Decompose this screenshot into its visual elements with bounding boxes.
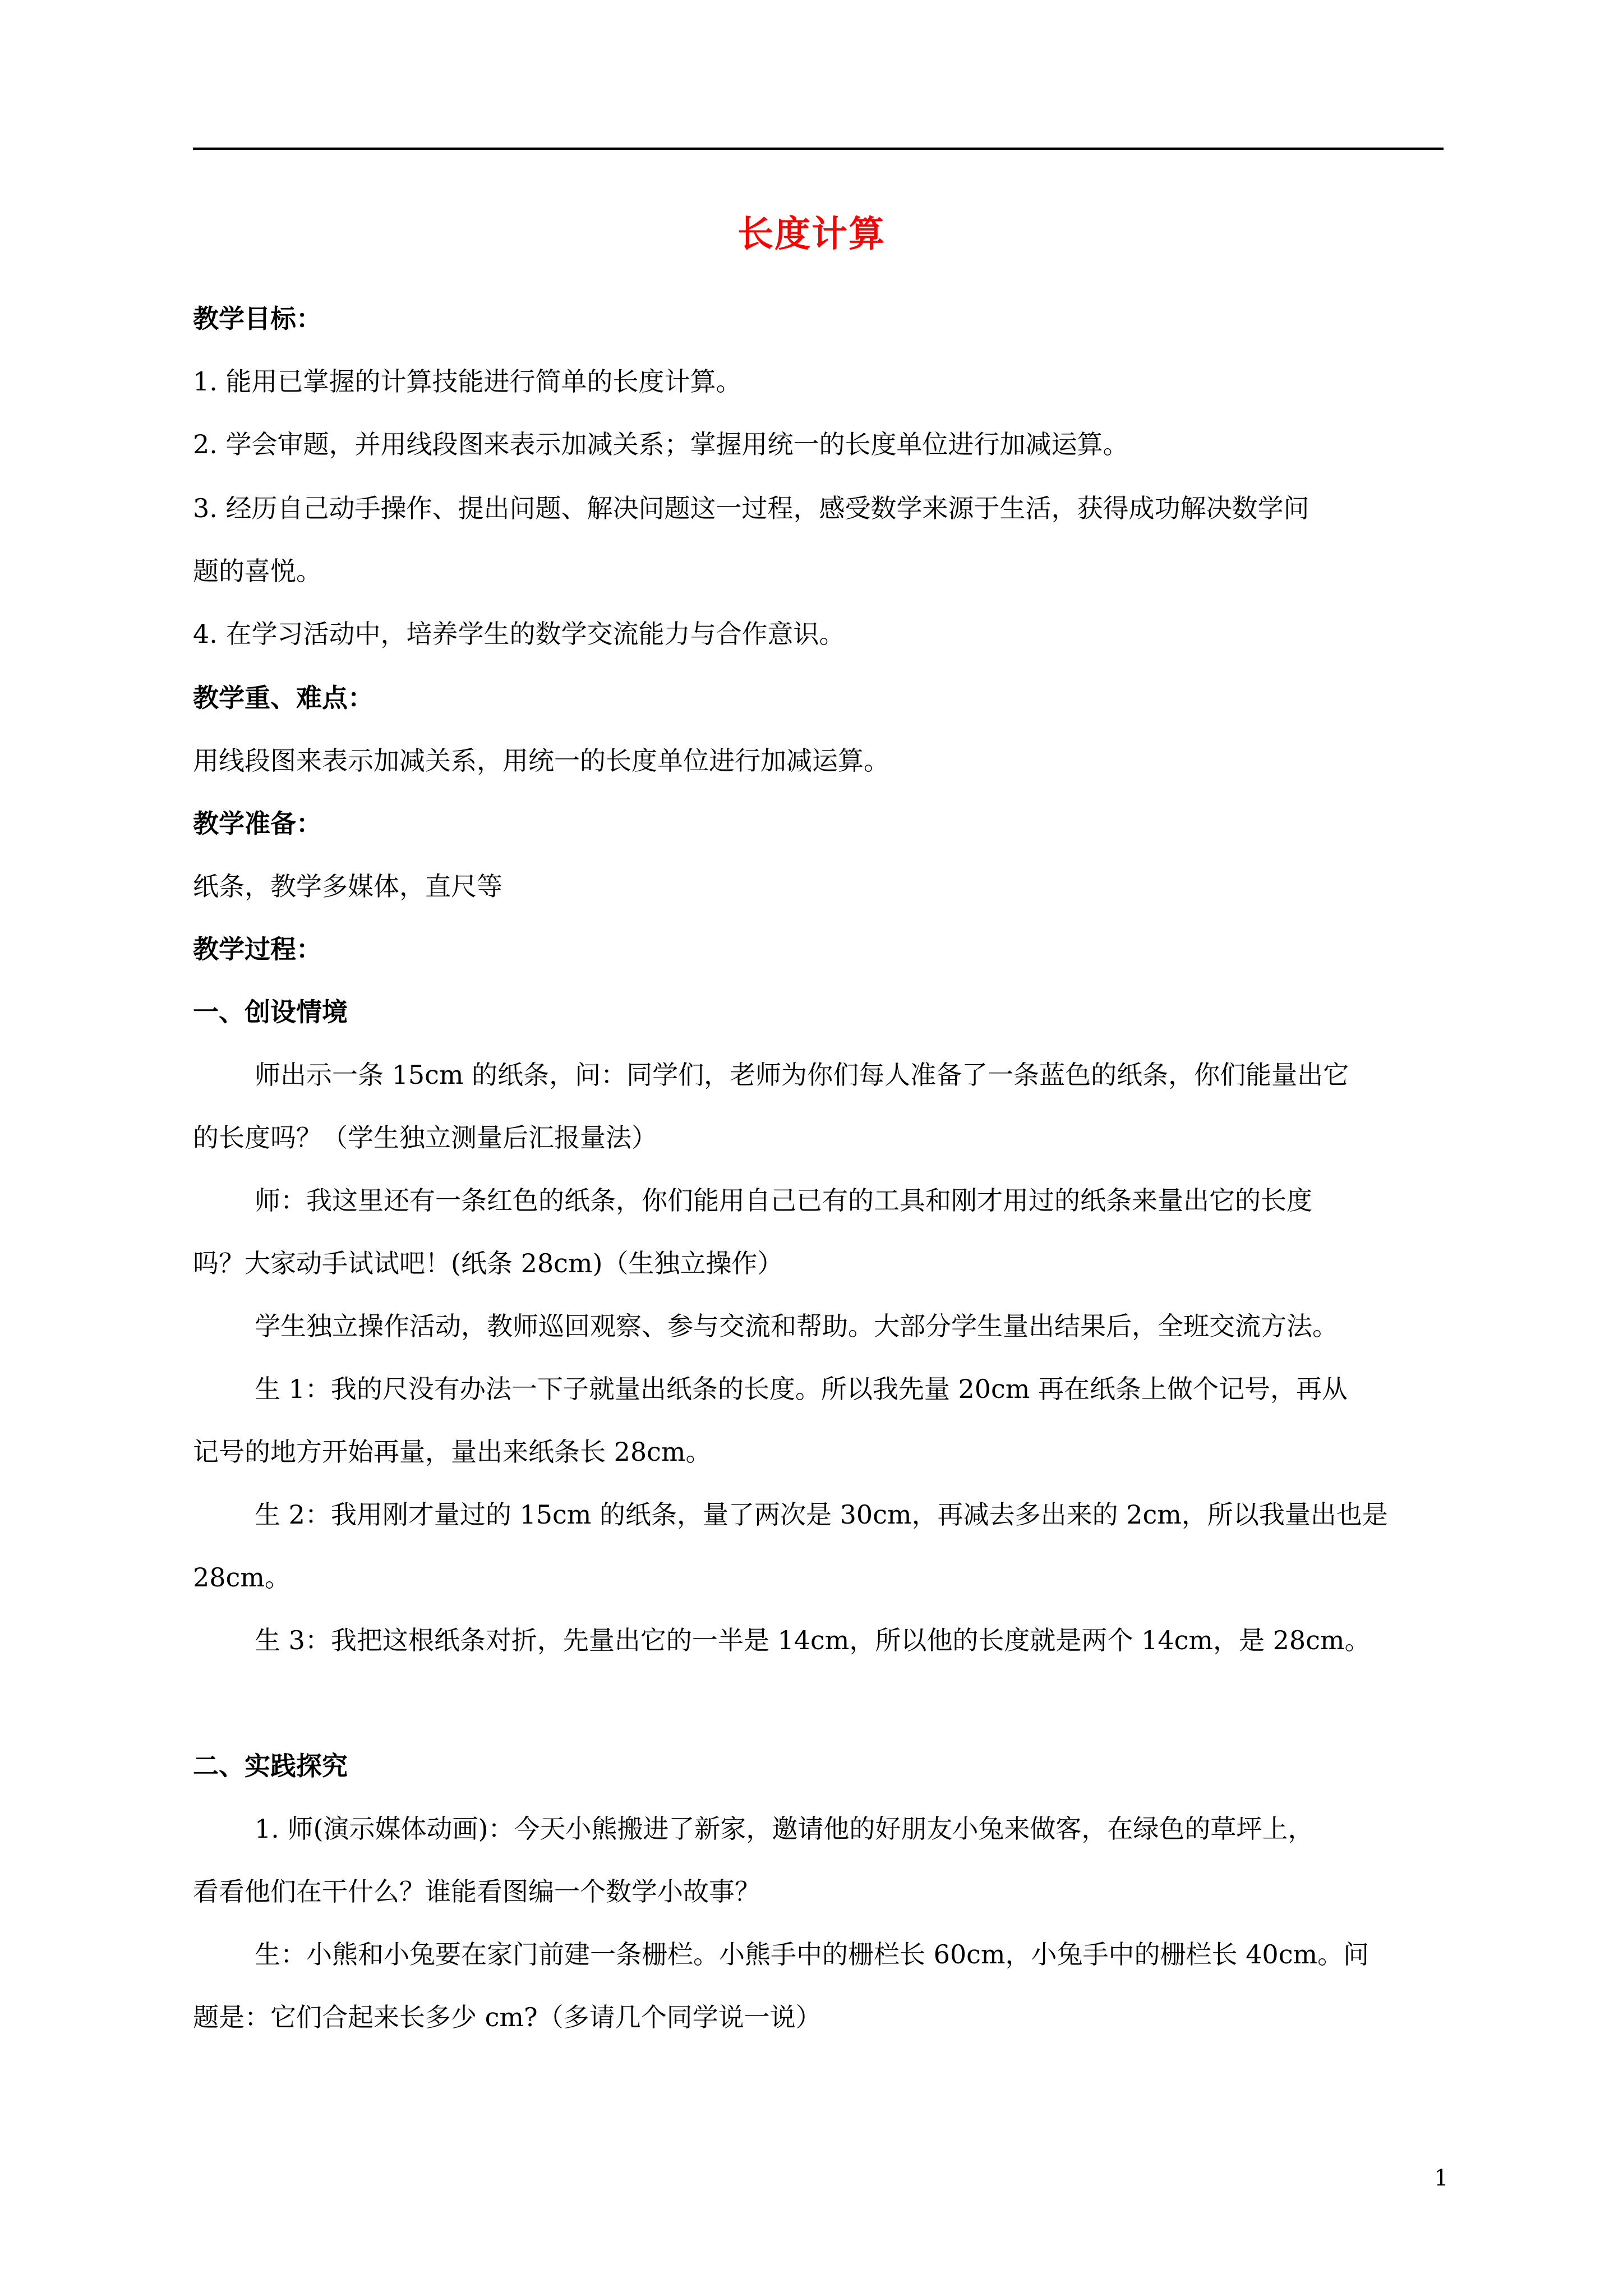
objective-item: 4. 在学习活动中，培养学生的数学交流能力与合作意识。 (193, 619, 845, 649)
paragraph-line: 的长度吗？（学生独立测量后汇报量法） (193, 1122, 657, 1153)
paragraph-line: 生 3：我把这根纸条对折，先量出它的一半是 14cm，所以他的长度就是两个 14cm，是 28cm。 (255, 1625, 1371, 1655)
paragraph-line: 师：我这里还有一条红色的纸条，你们能用自己已有的工具和刚才用过的纸条来量出它的长度 (255, 1185, 1312, 1216)
objective-item: 1. 能用已掌握的计算技能进行简单的长度计算。 (193, 366, 742, 397)
paragraph-line: 题是：它们合起来长多少 cm?（多请几个同学说一说） (193, 2002, 822, 2032)
process-heading: 教学过程： (193, 934, 322, 964)
preparation-text: 纸条，教学多媒体，直尺等 (193, 871, 502, 901)
paragraph-line: 生 2：我用刚才量过的 15cm 的纸条，量了两次是 30cm，再减去多出来的 2cm，所以我量出也是 (255, 1499, 1388, 1530)
paragraph-line: 学生独立操作活动，教师巡回观察、参与交流和帮助。大部分学生量出结果后，全班交流方法。 (255, 1311, 1338, 1341)
key-points-text: 用线段图来表示加减关系，用统一的长度单位进行加减运算。 (193, 746, 889, 776)
part2-heading: 二、实践探究 (193, 1751, 348, 1781)
paragraph-line: 吗？大家动手试试吧！(纸条 28cm)（生独立操作） (193, 1248, 783, 1278)
objective-item-continued: 题的喜悦。 (193, 556, 322, 586)
paragraph-line: 记号的地方开始再量，量出来纸条长 28cm。 (193, 1437, 712, 1467)
paragraph-line: 看看他们在干什么？谁能看图编一个数学小故事？ (193, 1876, 760, 1907)
paragraph-line: 1. 师(演示媒体动画)：今天小熊搬进了新家，邀请他的好朋友小兔来做客，在绿色的草坪上， (255, 1814, 1314, 1844)
page-number: 1 (1434, 2165, 1449, 2191)
part1-heading: 一、创设情境 (193, 997, 348, 1027)
paragraph-line: 生：小熊和小兔要在家门前建一条栅栏。小熊手中的栅栏长 60cm，小兔手中的栅栏长 40cm。问 (255, 1939, 1370, 1970)
document-title: 长度计算 (737, 213, 886, 255)
header-rule (193, 148, 1444, 150)
paragraph-line: 生 1：我的尺没有办法一下子就量出纸条的长度。所以我先量 20cm 再在纸条上做个记号，再从 (255, 1374, 1348, 1404)
preparation-heading: 教学准备： (193, 808, 322, 839)
paragraph-line: 师出示一条 15cm 的纸条，问：同学们，老师为你们每人准备了一条蓝色的纸条，你们能量出它 (255, 1060, 1349, 1090)
objective-item: 2. 学会审题，并用线段图来表示加减关系；掌握用统一的长度单位进行加减运算。 (193, 429, 1129, 459)
objective-item: 3. 经历自己动手操作、提出问题、解决问题这一过程，感受数学来源于生活，获得成功解决数学问 (193, 493, 1310, 523)
paragraph-line: 28cm。 (193, 1562, 291, 1593)
key-points-heading: 教学重、难点： (193, 683, 374, 713)
objectives-heading: 教学目标： (193, 303, 322, 334)
